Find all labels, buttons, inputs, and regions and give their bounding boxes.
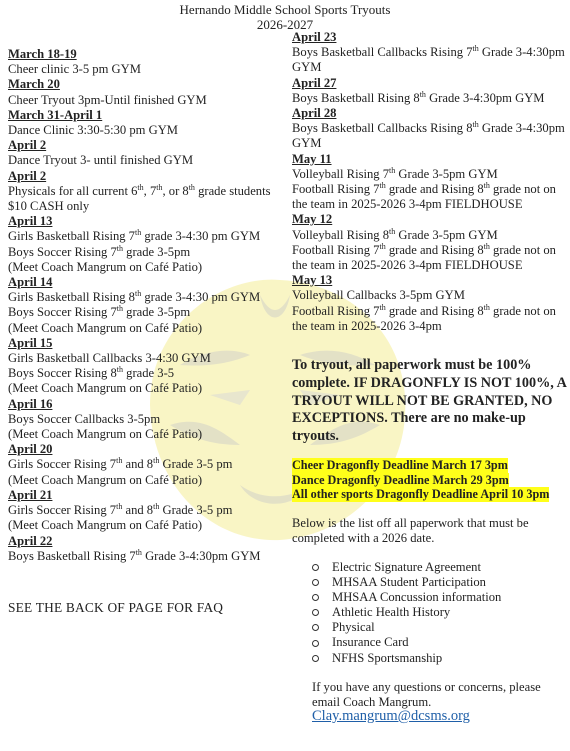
paperwork-notice: To tryout, all paperwork must be 100% complete. IF DRAGONFLY IS NOT 100%, A TRYOUT WILL NOT BE GRANTED, NO EXCEPTIONS. There are no make-up tryouts. [292,357,567,445]
circle-bullet-icon [312,640,319,647]
schedule-event: $10 CASH only [8,199,90,214]
deadline-item: Cheer Dragonfly Deadline March 17 3pm [292,458,508,472]
schedule-event: Girls Basketball Rising 8th grade 3-4:30 pm GYM [8,289,261,305]
list-item: Athletic Health History [312,605,501,620]
schedule-event: (Meet Coach Mangrum on Café Patio) [8,427,203,442]
schedule-date: April 13 [8,214,53,229]
list-item: MHSAA Student Participation [312,575,501,590]
schedule-date: April 2 [8,168,47,183]
schedule-event: Football Rising 7th grade and Rising 8th grade not on the team in 2025-2026 3-4pm FIELDHOUSE [292,181,556,212]
schedule-event: Boys Soccer Rising 7th grade 3-5pm [8,304,191,320]
schedule-event: (Meet Coach Mangrum on Café Patio) [8,472,203,487]
list-item: Electric Signature Agreement [312,560,501,575]
schedule-event: (Meet Coach Mangrum on Café Patio) [8,259,203,274]
deadline-item: Dance Dragonfly Deadline March 29 3pm [292,472,509,487]
schedule-date: May 11 [292,151,332,166]
schedule-event: Cheer clinic 3-5 pm GYM [8,62,141,77]
paperwork-list [312,560,501,666]
schedule-date: May 12 [292,212,333,227]
schedule-event: Girls Soccer Rising 7th and 8th Grade 3-5 pm [8,456,233,472]
page-year: 2026-2027 [256,17,314,32]
schedule-date: April 22 [8,533,53,548]
schedule-date: March 20 [8,77,60,92]
faq-note: SEE THE BACK OF PAGE FOR FAQ [8,600,224,615]
circle-bullet-icon [312,655,319,662]
schedule-event: Volleyball Rising 8th Grade 3-5pm GYM [292,226,498,242]
circle-bullet-icon [312,594,319,601]
schedule-date: April 20 [8,442,53,457]
list-item: NFHS Sportsmanship [312,651,501,666]
right-schedule-column [292,30,567,334]
list-item: Insurance Card [312,635,501,650]
circle-bullet-icon [312,564,319,571]
schedule-date: April 21 [8,487,53,502]
paperwork-intro: Below is the list off all paperwork that must be completed with a 2026 date. [292,516,529,546]
schedule-event: (Meet Coach Mangrum on Café Patio) [8,381,203,396]
schedule-date: May 13 [292,273,333,288]
schedule-date: April 27 [292,75,337,90]
schedule-event: Boys Basketball Rising 7th Grade 3-4:30pm GYM [8,547,261,563]
schedule-event: Girls Basketball Callbacks 3-4:30 GYM [8,351,211,366]
schedule-event: Boys Soccer Rising 7th grade 3-5pm [8,243,191,259]
schedule-event: Dance Clinic 3:30-5:30 pm GYM [8,123,178,138]
schedule-event: Football Rising 7th grade and Rising 8th grade not on the team in 2025-2026 3-4pm FIELDHOUSE [292,241,556,273]
contact-text: If you have any questions or concerns, please email Coach Mangrum. [312,680,541,710]
schedule-event: Volleyball Rising 7th Grade 3-5pm GYM [292,165,498,181]
page-header [0,2,570,32]
deadline-item: All other sports Dragonfly Deadline April 10 3pm [292,487,550,502]
schedule-event: Cheer Tryout 3pm-Until finished GYM [8,92,207,107]
schedule-event: Volleyball Callbacks 3-5pm GYM [292,288,465,303]
schedule-event: Boys Soccer Rising 8th grade 3-5 [8,365,175,381]
schedule-event: Girls Soccer Rising 7th and 8th Grade 3-5 pm [8,502,233,518]
schedule-date: April 15 [8,335,53,350]
deadline-list [292,458,570,502]
schedule-event: Physicals for all current 6th, 7th, or 8th grade students [8,182,271,198]
schedule-event: Boys Basketball Callbacks Rising 7th Grade 3-4:30pm GYM [292,44,565,75]
left-schedule-column [8,47,293,564]
schedule-date: April 2 [8,138,47,153]
list-item: Physical [312,620,501,635]
schedule-date: April 16 [8,396,53,411]
page-title: Hernando Middle School Sports Tryouts [179,2,391,17]
schedule-event: (Meet Coach Mangrum on Café Patio) [8,320,203,335]
schedule-date: April 14 [8,275,53,290]
schedule-event: Football Rising 7th grade and Rising 8th grade not on the team in 2025-2026 3-4pm [292,302,556,333]
list-item: MHSAA Concussion information [312,590,501,605]
contact-email-link[interactable]: Clay.mangrum@dcsms.org [312,708,470,724]
schedule-date: March 18-19 [8,47,77,61]
schedule-event: Boys Soccer Callbacks 3-5pm [8,411,161,426]
schedule-event: (Meet Coach Mangrum on Café Patio) [8,518,203,533]
circle-bullet-icon [312,579,319,586]
schedule-date: April 23 [292,30,337,44]
schedule-date: April 28 [292,106,337,121]
circle-bullet-icon [312,624,319,631]
schedule-event: Girls Basketball Rising 7th grade 3-4:30 pm GYM [8,228,261,244]
schedule-date: March 31-April 1 [8,107,103,122]
schedule-event: Boys Basketball Rising 8th Grade 3-4:30pm GYM [292,89,545,105]
circle-bullet-icon [312,609,319,616]
schedule-event: Boys Basketball Callbacks Rising 8th Grade 3-4:30pm GYM [292,120,565,151]
schedule-event: Dance Tryout 3- until finished GYM [8,153,194,168]
